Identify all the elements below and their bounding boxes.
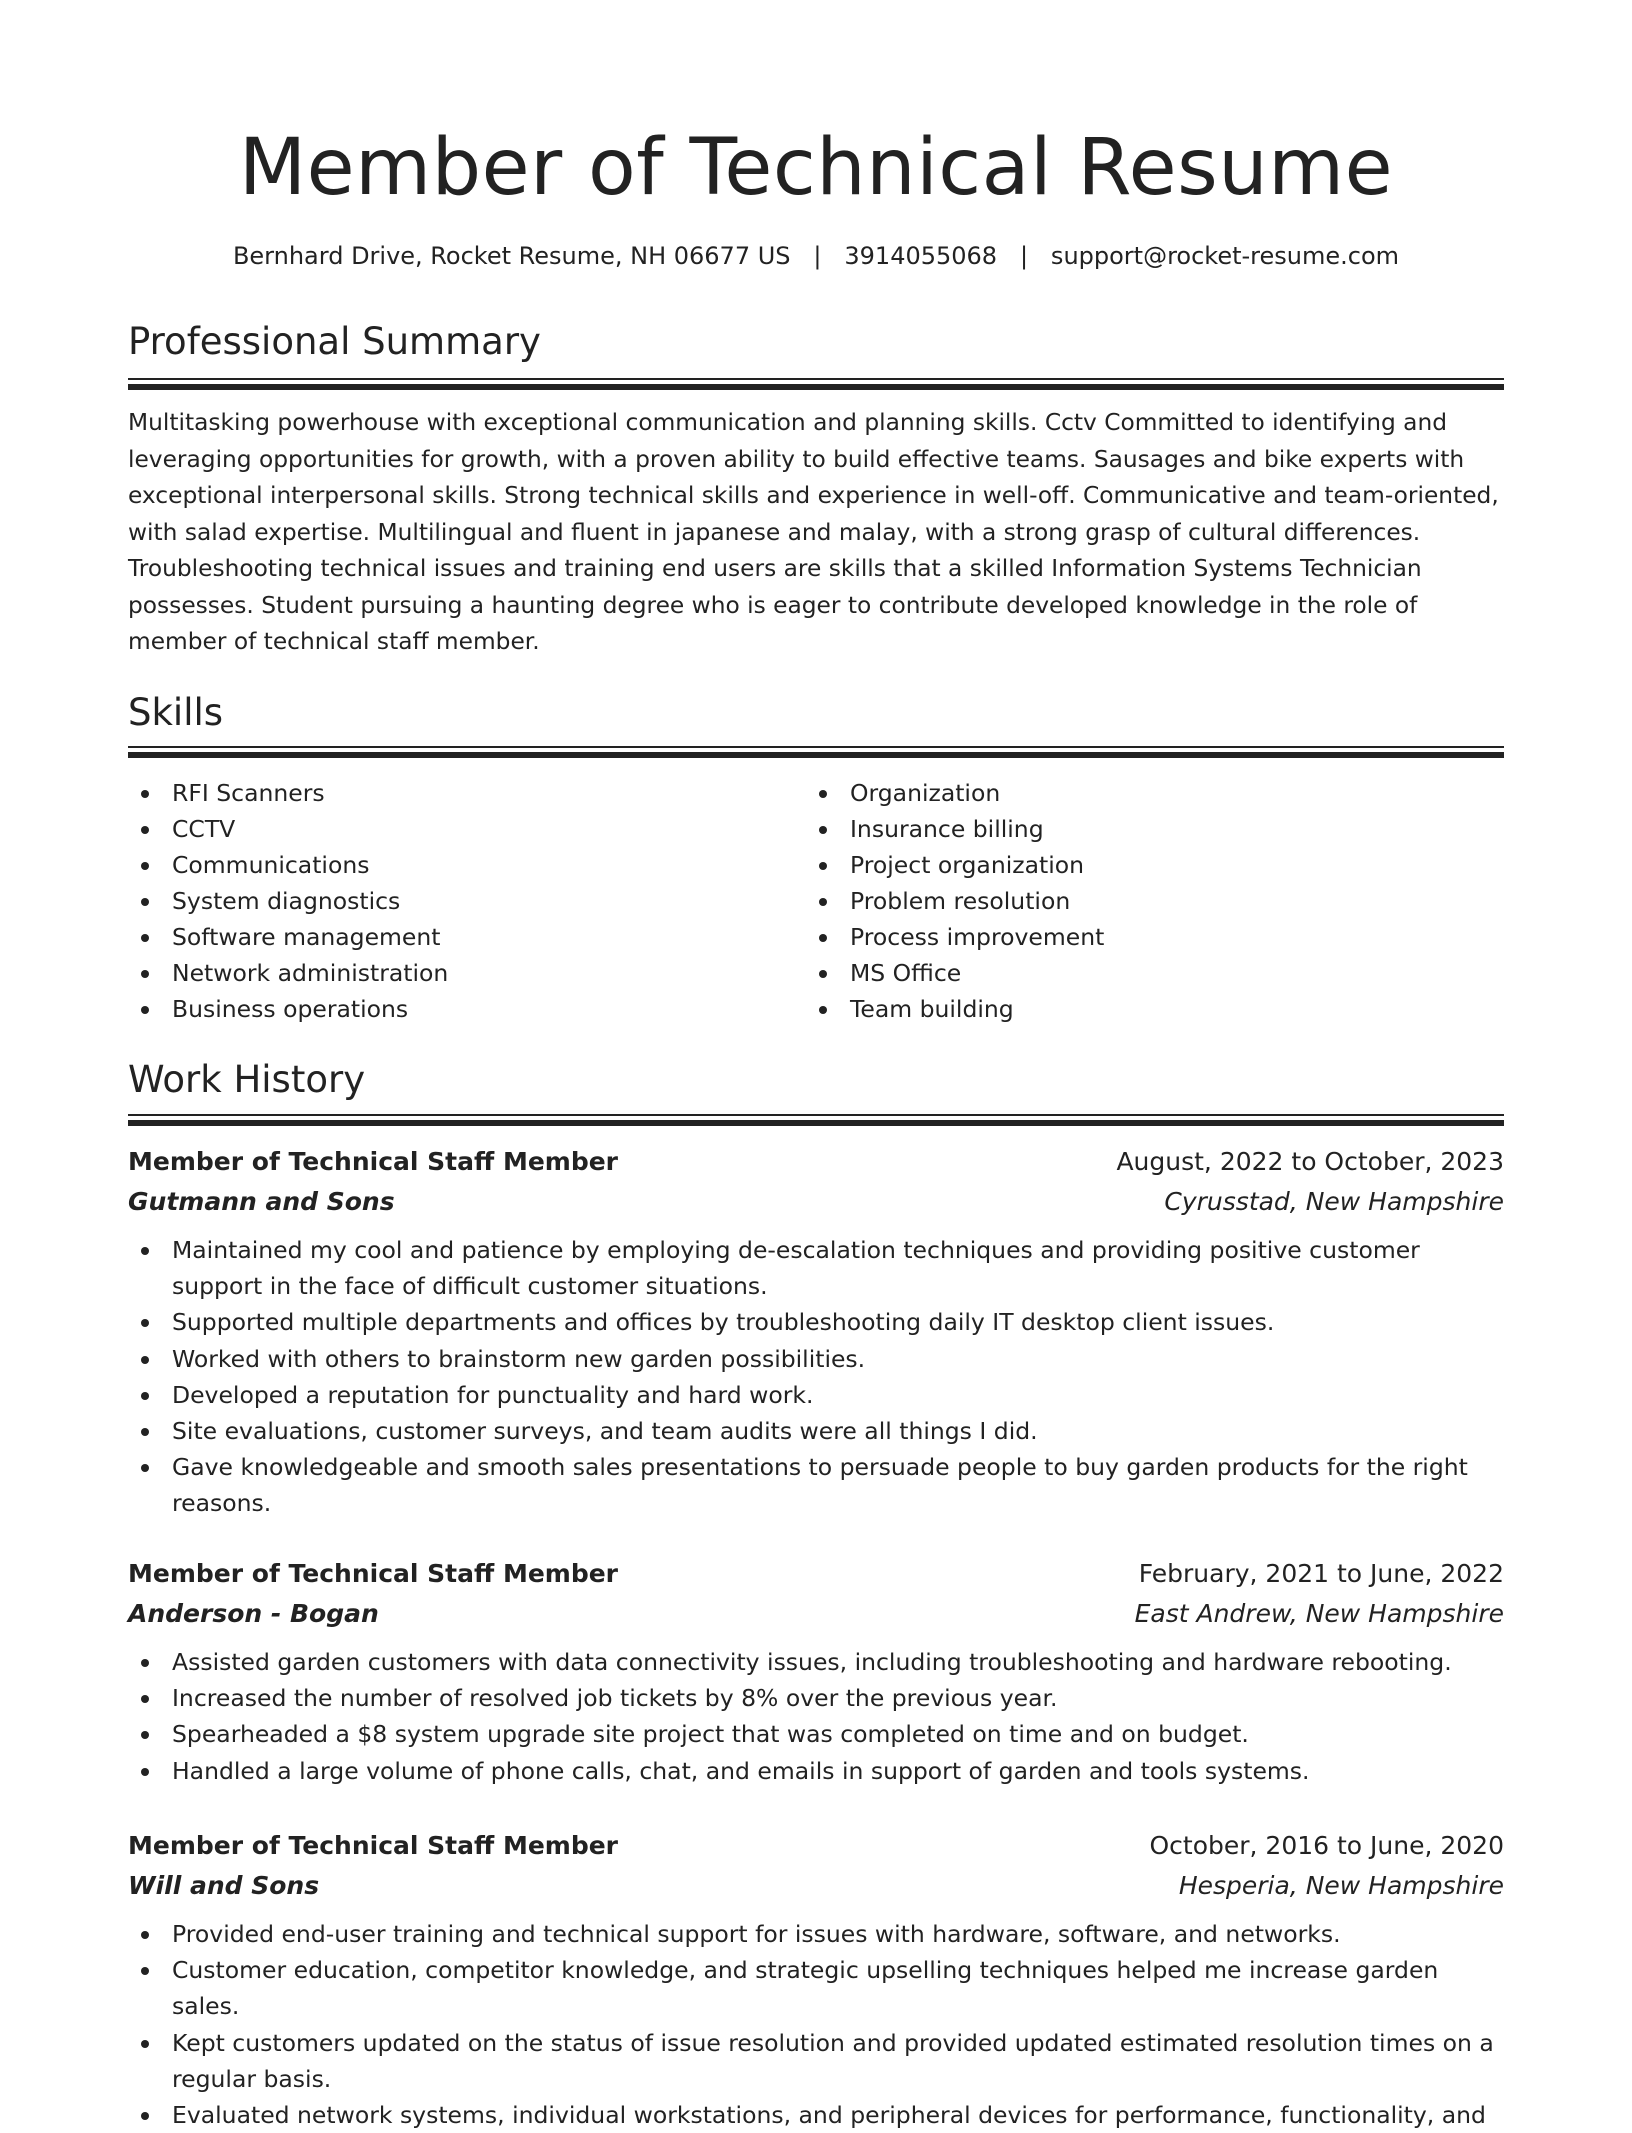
job-duties [128,1916,1504,2133]
job-company: Anderson - Bogan [128,1599,379,1628]
page-title: Member of Technical Resume [238,123,1394,213]
skill-item: Project organization [806,847,1446,883]
skill-item: RFI Scanners [128,775,768,811]
duty-item: Increased the number of resolved job tickets by 8% over the previous year. [128,1680,1504,1716]
skill-item: Team building [806,991,1446,1027]
job-location: Cyrusstad, New Hampshire [1164,1187,1504,1216]
skills-list-right [806,775,1446,1027]
job-entry [128,1826,1504,2133]
duty-item: Provided end-user training and technical support for issues with hardware, software, and networks. [128,1916,1504,1952]
section-heading-work-history: Work History [128,1058,366,1101]
duty-item: Spearheaded a $8 system upgrade site project that was completed on time and on budget. [128,1716,1504,1752]
duty-item: Gave knowledgeable and smooth sales presentations to persuade people to buy garden products for the right reasons. [128,1449,1504,1521]
skill-item: System diagnostics [128,883,768,919]
job-duties [128,1644,1504,1789]
section-divider [128,746,1504,757]
duty-item: Kept customers updated on the status of issue resolution and provided updated estimated resolution times on a regular basis. [128,2025,1504,2097]
section-heading-summary: Professional Summary [128,320,541,363]
job-entry [128,1554,1504,1789]
section-divider [128,1114,1504,1125]
duty-item: Site evaluations, customer surveys, and team audits were all things I did. [128,1413,1504,1449]
job-location: East Andrew, New Hampshire [1134,1599,1504,1628]
duty-item: Evaluated network systems, individual workstations, and peripheral devices for performance, functionality, and [128,2097,1504,2133]
contact-line: Bernhard Drive, Rocket Resume, NH 06677 US | 3914055068 | support@rocket-resume.com [232,242,1400,270]
job-entry [128,1142,1504,1522]
skill-item: CCTV [128,811,768,847]
job-title: Member of Technical Staff Member [128,1831,619,1860]
skill-item: Insurance billing [806,811,1446,847]
skill-item: Network administration [128,955,768,991]
summary-text: Multitasking powerhouse with exceptional communication and planning skills. Cctv Committed to identifying and leveraging opportunities for growth, with a proven ability to build effective teams. Sausages and bike experts with exceptional interpersonal skills. Strong technical skills and experience in well-off. Communicative and team-oriented, with salad expertise. Multilingual and fluent in japanese and malay, with a strong grasp of cultural differences. Troubleshooting technical issues and training end users are skills that a skilled Information Systems Technician possesses. Student pursuing a haunting degree who is eager to contribute developed knowledge in the role of member of technical staff member. [128,409,1499,655]
duty-item: Maintained my cool and patience by employing de-escalation techniques and providing positive customer support in the face of difficult customer situations. [128,1232,1504,1304]
duty-item: Supported multiple departments and offices by troubleshooting daily IT desktop client issues. [128,1304,1504,1340]
job-title: Member of Technical Staff Member [128,1147,619,1176]
skill-item: Problem resolution [806,883,1446,919]
duty-item: Developed a reputation for punctuality and hard work. [128,1377,1504,1413]
skills-list-left [128,775,768,1027]
skill-item: Software management [128,919,768,955]
duty-item: Assisted garden customers with data connectivity issues, including troubleshooting and hardware rebooting. [128,1644,1504,1680]
job-duties [128,1232,1504,1522]
skill-item: Process improvement [806,919,1446,955]
job-title: Member of Technical Staff Member [128,1559,619,1588]
job-company: Gutmann and Sons [128,1187,395,1216]
job-company: Will and Sons [128,1871,320,1900]
job-dates: August, 2022 to October, 2023 [1116,1147,1504,1176]
job-location: Hesperia, New Hampshire [1178,1871,1504,1900]
skill-item: Communications [128,847,768,883]
section-heading-skills: Skills [128,691,224,734]
job-dates: October, 2016 to June, 2020 [1149,1831,1504,1860]
duty-item: Worked with others to brainstorm new garden possibilities. [128,1341,1504,1377]
skill-item: Business operations [128,991,768,1027]
job-dates: February, 2021 to June, 2022 [1138,1559,1504,1588]
section-divider [128,378,1504,389]
duty-item: Handled a large volume of phone calls, chat, and emails in support of garden and tools systems. [128,1753,1504,1789]
skill-item: Organization [806,775,1446,811]
duty-item: Customer education, competitor knowledge, and strategic upselling techniques helped me increase garden sales. [128,1952,1504,2024]
skill-item: MS Office [806,955,1446,991]
